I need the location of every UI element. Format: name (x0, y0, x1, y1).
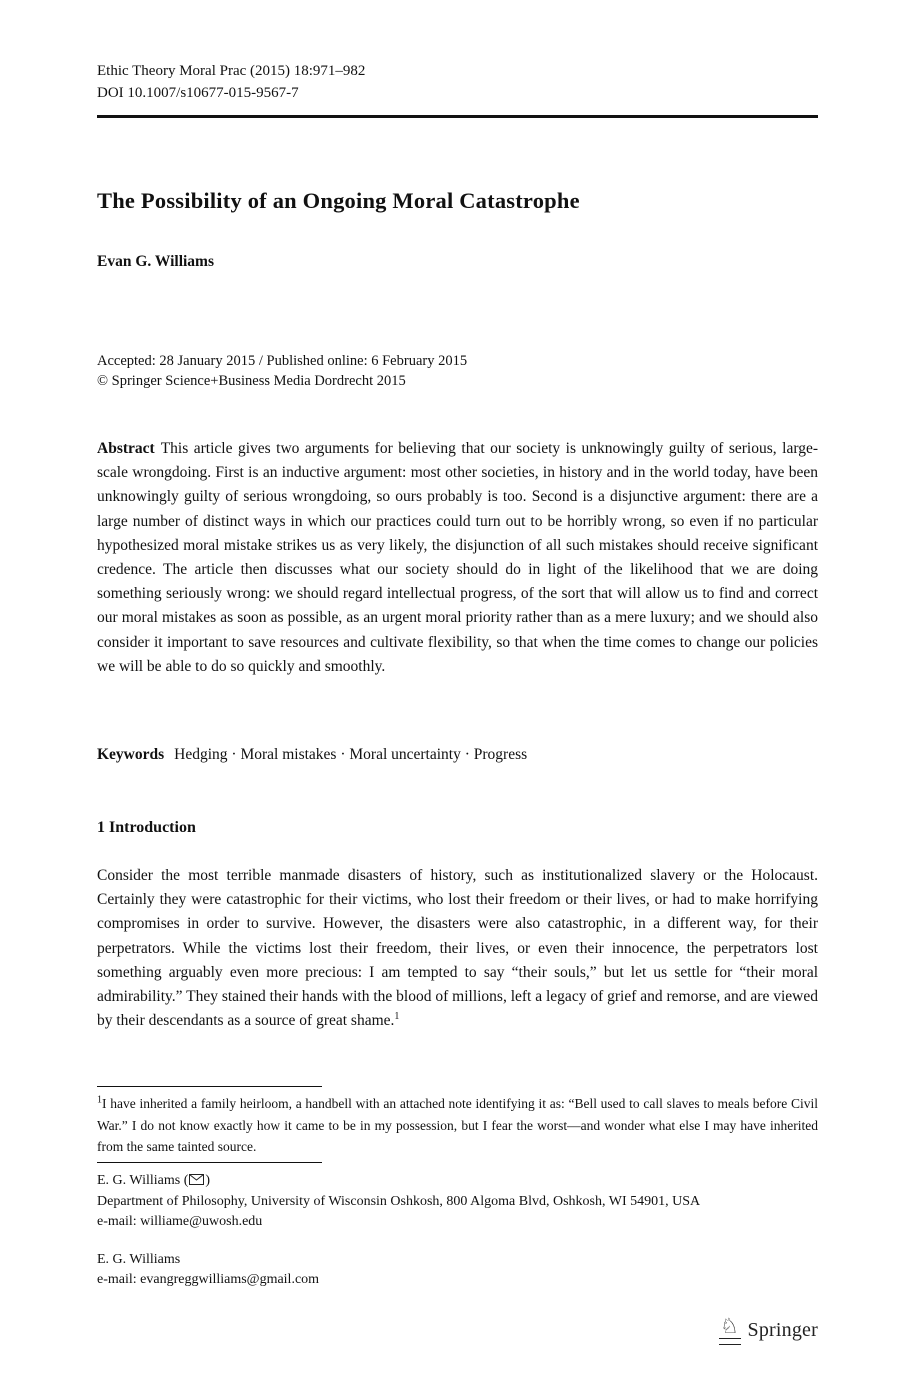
springer-logo (719, 1316, 818, 1345)
header-rule (97, 115, 818, 118)
footnote-reference-superscript: 1 (394, 1011, 400, 1023)
abstract-text: This article gives two arguments for believing that our society is unknowingly guilty of serious, large-scale wrongdoing. First is an inductive argument: most other societies, in history and in the world today, have been unknowingly guilty of serious wrongdoing, so ours probably is too. Second is a disjunctive argument: there are a large number of distinct ways in which our practices could turn out to be horribly wrong, so even if no particular hypothesized moral mistake strikes us as very likely, the disjunction of all such mistakes should receive significant credence. The article then discusses what our society should do in light of the likelihood that we are doing something seriously wrong: we should regard intellectual progress, of the sort that will allow us to find and correct our moral mistakes as soon as possible, as an urgent moral priority rather than as a mere luxury; and we should also consider it important to save resources and cultivate flexibility, so that when the time comes to change our policies we will be able to do so quickly and smoothly. (97, 440, 818, 675)
keywords-label: Keywords (97, 746, 165, 763)
keywords-text: Hedging · Moral mistakes · Moral uncertainty · Progress (174, 746, 528, 763)
journal-header (97, 60, 818, 104)
footnote-text: I have inherited a family heirloom, a handbell with an attached note identifying it as: “Bell used to call slaves to meals before Civil War.” I do not know exactly how it came to be in my possession, but I fear the worst—and wonder what else I may have inherited from the same tainted source. (97, 1096, 818, 1154)
footnote-marker: 1 (97, 1094, 102, 1106)
correspondence-block (97, 1171, 818, 1290)
secondary-contact-group (97, 1250, 818, 1290)
paper-title: The Possibility of an Ongoing Moral Catastrophe (97, 188, 580, 213)
journal-reference: Ethic Theory Moral Prac (2015) 18:971–982 (97, 63, 366, 79)
abstract-label: Abstract (97, 440, 155, 457)
author-name: Evan G. Williams (97, 253, 214, 270)
abstract-paragraph (97, 437, 818, 679)
springer-wordmark: Springer (747, 1319, 818, 1341)
secondary-email-line: e-mail: evangreggwilliams@gmail.com (97, 1272, 320, 1287)
introduction-paragraph (97, 864, 818, 1033)
envelope-paren-close: ) (205, 1173, 211, 1188)
corresponding-author-group (97, 1171, 818, 1232)
footnote-separator-rule (97, 1086, 322, 1087)
affiliation-line: Department of Philosophy, University of Wisconsin Oshkosh, 800 Algoma Blvd, Oshkosh, WI 54901, USA (97, 1194, 701, 1209)
secondary-author-name: E. G. Williams (97, 1252, 181, 1267)
keywords-line (97, 746, 818, 764)
springer-knight-icon: ♘ (719, 1316, 741, 1345)
springer-knight-underline (719, 1338, 741, 1345)
corresponding-author-name: E. G. Williams (97, 1173, 181, 1188)
email-line: e-mail: williame@uwosh.edu (97, 1214, 263, 1229)
correspondence-separator-rule (97, 1162, 322, 1163)
accepted-published-line: Accepted: 28 January 2015 / Published online: 6 February 2015 (97, 353, 468, 369)
envelope-icon (189, 1172, 204, 1192)
section-heading-introduction: 1 Introduction (97, 819, 196, 836)
footnote-paragraph (97, 1093, 818, 1158)
corresponding-author-line (97, 1171, 818, 1192)
envelope-paren-open: ( (183, 1173, 189, 1188)
publication-info (97, 351, 818, 391)
copyright-line: © Springer Science+Business Media Dordrecht 2015 (97, 373, 406, 389)
doi-line: DOI 10.1007/s10677-015-9567-7 (97, 85, 299, 101)
introduction-text: Consider the most terrible manmade disasters of history, such as institutionalized slavery or the Holocaust. Certainly they were catastrophic for their victims, who lost their freedom or their lives, or had to make horrifying compromises in order to survive. However, the disasters were also catastrophic, in a different way, for their perpetrators. While the victims lost their freedom, their lives, or even their innocence, the perpetrators lost something arguably even more precious: I am tempted to say “their souls,” but let us settle for “their moral admirability.” They stained their hands with the blood of millions, left a legacy of grief and remorse, and are viewed by their descendants as a source of great shame. (97, 867, 818, 1030)
